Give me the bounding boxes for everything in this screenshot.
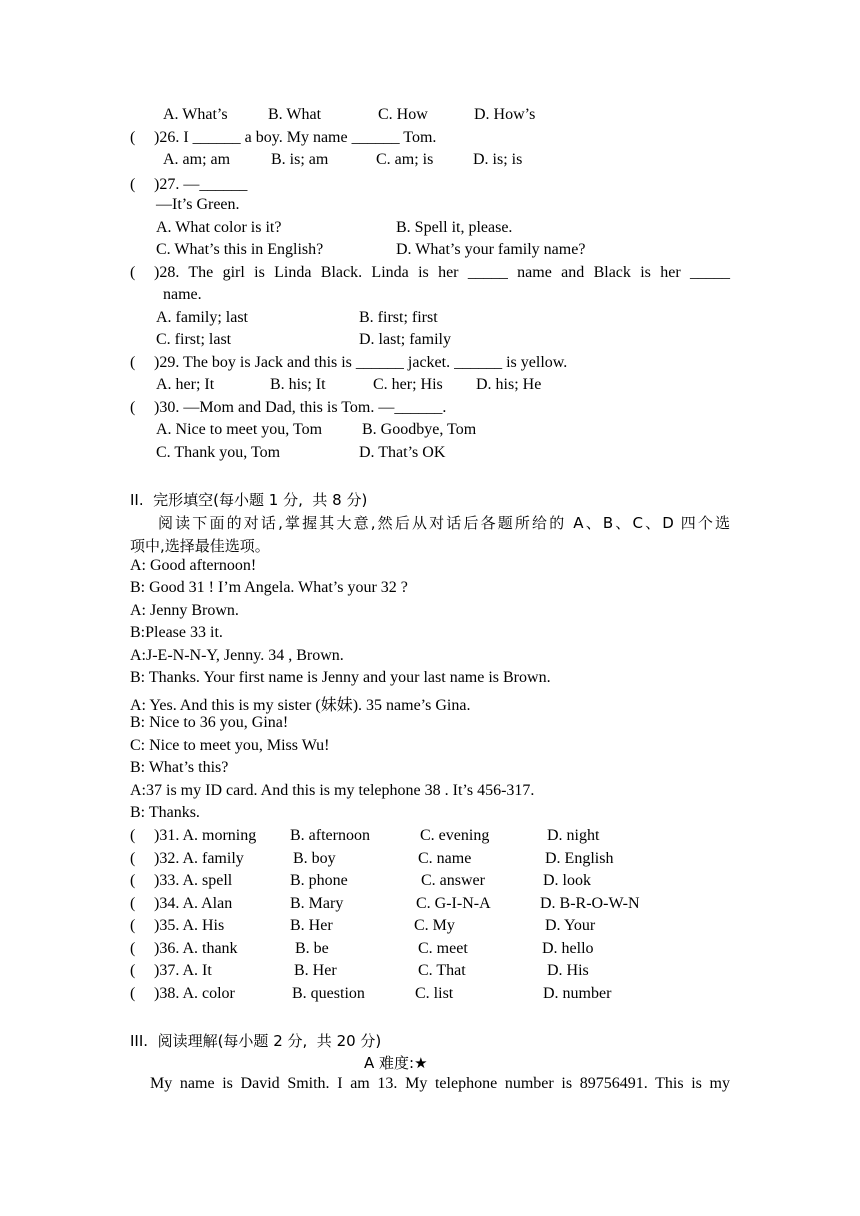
- q29-option-b: B. his; It: [270, 376, 326, 393]
- q26-option-a: A. am; am: [163, 151, 231, 168]
- q26-paren: (: [130, 129, 136, 146]
- q30-option-c: C. Thank you, Tom: [156, 444, 281, 461]
- section2-instruction-line1: 阅读下面的对话,掌握其大意,然后从对话后各题所给的 A、B、C、D 四个选: [158, 514, 730, 532]
- q26-option-b: B. is; am: [271, 151, 329, 168]
- q27-option-c: C. What’s this in English?: [156, 241, 324, 258]
- q27-option-b: B. Spell it, please.: [396, 219, 513, 236]
- question-option-b: B. Mary: [290, 895, 344, 912]
- section2-heading: II. 完形填空(每小题 1 分, 共 8 分): [130, 491, 368, 509]
- q27-answer-line: —It’s Green.: [156, 196, 240, 213]
- q30-stem: )30. —Mom and Dad, this is Tom. —______.: [154, 399, 447, 416]
- q27-option-d: D. What’s your family name?: [396, 241, 586, 258]
- question-option-b: B. Her: [290, 917, 333, 934]
- q28-option-d: D. last; family: [359, 331, 451, 348]
- dialogue-line: C: Nice to meet you, Miss Wu!: [130, 737, 330, 754]
- section2-instruction-line2: 项中,选择最佳选项。: [130, 537, 270, 555]
- question-option-a: )31. A. morning: [154, 827, 257, 844]
- question-option-a: )33. A. spell: [154, 872, 233, 889]
- dialogue-line: B: Thanks.: [130, 804, 200, 821]
- question-option-c: C. name: [418, 850, 472, 867]
- q28-option-a: A. family; last: [156, 309, 248, 326]
- question-option-b: B. boy: [293, 850, 336, 867]
- question-paren: (: [130, 850, 136, 867]
- q30-option-a: A. Nice to meet you, Tom: [156, 421, 323, 438]
- question-option-a: )38. A. color: [154, 985, 235, 1002]
- question-option-b: B. Her: [294, 962, 337, 979]
- q29-option-d: D. his; He: [476, 376, 542, 393]
- dialogue-line: A:J-E-N-N-Y, Jenny. 34 , Brown.: [130, 647, 344, 664]
- q30-paren: (: [130, 399, 136, 416]
- question-option-b: B. phone: [290, 872, 348, 889]
- question-option-d: D. look: [543, 872, 591, 889]
- question-option-c: C. meet: [418, 940, 468, 957]
- q29-option-a: A. her; It: [156, 376, 215, 393]
- dialogue-line: B: Good 31 ! I’m Angela. What’s your 32 ?: [130, 579, 408, 596]
- question-option-d: D. English: [545, 850, 614, 867]
- dialogue-line: B:Please 33 it.: [130, 624, 223, 641]
- q25-option-d: D. How’s: [474, 106, 536, 123]
- q26-option-d: D. is; is: [473, 151, 523, 168]
- question-option-b: B. be: [295, 940, 329, 957]
- q28-option-b: B. first; first: [359, 309, 438, 326]
- question-option-d: D. hello: [542, 940, 594, 957]
- q29-stem: )29. The boy is Jack and this is ______ jacket. ______ is yellow.: [154, 354, 568, 371]
- section3-subheading: A 难度:★: [364, 1054, 428, 1072]
- question-paren: (: [130, 940, 136, 957]
- q28-stem-cont: name.: [163, 286, 202, 303]
- question-option-c: C. evening: [420, 827, 490, 844]
- question-option-a: )35. A. His: [154, 917, 225, 934]
- question-paren: (: [130, 962, 136, 979]
- q28-option-c: C. first; last: [156, 331, 232, 348]
- question-paren: (: [130, 895, 136, 912]
- q25-option-c: C. How: [378, 106, 428, 123]
- question-option-c: C. G-I-N-A: [416, 895, 491, 912]
- q30-option-b: B. Goodbye, Tom: [362, 421, 477, 438]
- question-option-c: C. answer: [421, 872, 485, 889]
- question-option-c: C. That: [418, 962, 466, 979]
- dialogue-line: A:37 is my ID card. And this is my telephone 38 . It’s 456-317.: [130, 782, 535, 799]
- question-option-c: C. My: [414, 917, 455, 934]
- q29-paren: (: [130, 354, 136, 371]
- dialogue-line: A: Jenny Brown.: [130, 602, 239, 619]
- question-paren: (: [130, 872, 136, 889]
- question-option-d: D. B-R-O-W-N: [540, 895, 640, 912]
- q30-option-d: D. That’s OK: [359, 444, 446, 461]
- q27-paren: (: [130, 176, 136, 193]
- question-option-d: D. night: [547, 827, 600, 844]
- reading-passage-first-line: My name is David Smith. I am 13. My telephone number is 89756491. This is my: [150, 1075, 730, 1092]
- q25-option-b: B. What: [268, 106, 322, 123]
- question-option-d: D. number: [543, 985, 612, 1002]
- q29-option-c: C. her; His: [373, 376, 443, 393]
- question-option-a: )36. A. thank: [154, 940, 238, 957]
- question-paren: (: [130, 917, 136, 934]
- question-option-d: D. Your: [545, 917, 596, 934]
- question-option-b: B. question: [292, 985, 365, 1002]
- question-paren: (: [130, 827, 136, 844]
- q27-option-a: A. What color is it?: [156, 219, 282, 236]
- q28-stem: )28. The girl is Linda Black. Linda is her _____ name and Black is her _____: [154, 264, 730, 281]
- dialogue-line: B: Nice to 36 you, Gina!: [130, 714, 289, 731]
- question-option-a: )34. A. Alan: [154, 895, 233, 912]
- q27-stem: )27. —______: [154, 176, 248, 193]
- section3-heading: III. 阅读理解(每小题 2 分, 共 20 分): [130, 1032, 382, 1050]
- q25-option-a: A. What’s: [163, 106, 228, 123]
- question-option-a: )32. A. family: [154, 850, 244, 867]
- dialogue-line: B: What’s this?: [130, 759, 229, 776]
- q28-paren: (: [130, 264, 136, 281]
- question-paren: (: [130, 985, 136, 1002]
- q26-option-c: C. am; is: [376, 151, 434, 168]
- dialogue-line: B: Thanks. Your first name is Jenny and your last name is Brown.: [130, 669, 551, 686]
- dialogue-line: A: Good afternoon!: [130, 557, 257, 574]
- question-option-b: B. afternoon: [290, 827, 370, 844]
- question-option-c: C. list: [415, 985, 454, 1002]
- question-option-d: D. His: [547, 962, 589, 979]
- dialogue-line: A: Yes. And this is my sister (妹妹). 35 name’s Gina.: [130, 697, 471, 714]
- question-option-a: )37. A. It: [154, 962, 212, 979]
- q26-stem: )26. I ______ a boy. My name ______ Tom.: [154, 129, 437, 146]
